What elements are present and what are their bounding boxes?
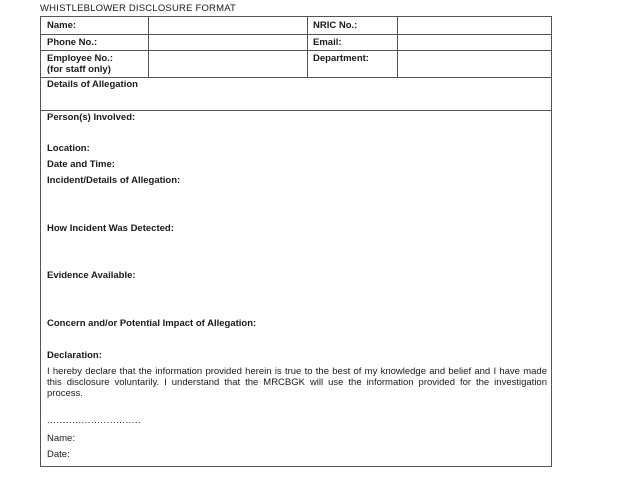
employee-sub-label: (for staff only) [47,64,111,75]
detected-label: How Incident Was Detected: [47,223,174,234]
disclosure-form [40,16,552,467]
employee-number-field[interactable] [149,51,306,76]
declaration-text: I hereby declare that the information provided herein is true to the best of my knowledge and belief and I have made this disclosure voluntarily. I understand that the MRCBGK will use the information provided for the investigation process. [47,366,547,399]
evidence-label: Evidence Available: [47,270,136,281]
email-field[interactable] [398,35,551,49]
incident-field[interactable] [42,187,550,221]
phone-field[interactable] [149,35,306,49]
name-field[interactable] [149,18,306,33]
concern-label: Concern and/or Potential Impact of Allegation: [47,318,257,329]
signature-name-label: Name: [47,433,75,444]
date-time-label: Date and Time: [47,159,115,170]
persons-involved-field[interactable] [42,124,550,142]
incident-label: Incident/Details of Allegation: [47,175,181,186]
form-title: WHISTLEBLOWER DISCLOSURE FORMAT [40,3,237,14]
department-label: Department: [313,53,369,64]
concern-field[interactable] [42,330,550,348]
employee-label: Employee No.: [47,53,113,64]
row-divider [41,77,551,78]
signature-line[interactable]: .............................. [47,415,142,426]
signature-date-label: Date: [47,449,70,460]
evidence-field[interactable] [42,282,550,316]
nric-field[interactable] [398,18,551,33]
name-label: Name: [47,20,77,31]
department-field[interactable] [398,51,551,76]
detected-field[interactable] [42,235,550,269]
phone-label: Phone No.: [47,37,98,48]
nric-label: NRIC No.: [313,20,358,31]
column-divider [307,17,308,77]
location-label: Location: [47,143,90,154]
persons-involved-label: Person(s) Involved: [47,112,136,123]
row-divider [41,110,551,111]
details-field[interactable] [42,91,550,109]
email-label: Email: [313,37,342,48]
details-heading: Details of Allegation [47,79,138,90]
declaration-label: Declaration: [47,350,102,361]
